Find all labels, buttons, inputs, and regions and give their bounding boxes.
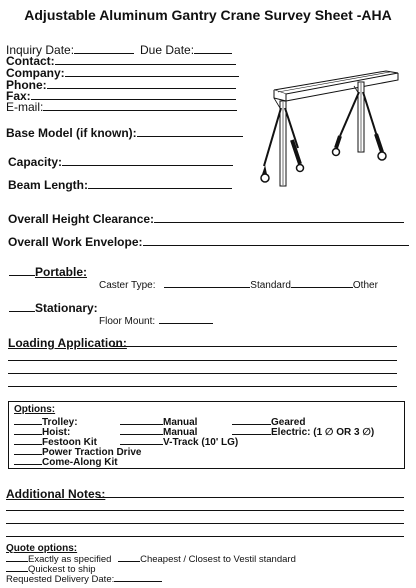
quote-exact-label: Exactly as specified <box>28 554 112 565</box>
delivery-date-label: Requested Delivery Date: <box>6 574 115 585</box>
festoon-check[interactable] <box>14 435 42 445</box>
come-along-row <box>14 455 118 468</box>
gantry-crane-illustration <box>258 68 408 198</box>
floor-mount-row <box>99 314 213 327</box>
additional-notes-label: Additional Notes: <box>6 487 106 501</box>
caster-other-check[interactable] <box>291 278 353 288</box>
beam-length-label: Beam Length: <box>8 178 89 192</box>
page-title: Adjustable Aluminum Gantry Crane Survey Sheet -AHA <box>24 7 392 23</box>
height-clearance-label: Overall Height Clearance: <box>8 212 155 226</box>
electric-check[interactable] <box>232 425 271 435</box>
electric-label: Electric: (1 ∅ OR 3 ∅) <box>271 427 375 438</box>
work-envelope-label: Overall Work Envelope: <box>8 235 143 249</box>
quote-cheapest-check[interactable] <box>118 553 140 562</box>
email-row <box>6 101 237 113</box>
inquiry-date-label: Inquiry Date: <box>6 43 75 57</box>
delivery-date-field[interactable] <box>114 573 162 582</box>
caster-type-label: Caster Type: <box>99 280 156 291</box>
trolley-check[interactable] <box>14 415 42 425</box>
stationary-row <box>9 302 98 314</box>
trolley-manual-label: Manual <box>163 417 198 428</box>
festoon-label: Festoon Kit <box>42 437 97 448</box>
caster-other-label: Other <box>352 280 378 291</box>
contact-label: Contact: <box>6 54 55 68</box>
options-heading: Options: <box>14 404 56 415</box>
caster-standard-check[interactable] <box>164 278 250 288</box>
hoist-check[interactable] <box>14 425 42 435</box>
loading-application-line[interactable] <box>8 386 397 387</box>
quote-options-heading: Quote options: <box>6 543 78 554</box>
delivery-date-row <box>6 573 162 585</box>
notes-line[interactable] <box>6 523 404 524</box>
capacity-field[interactable] <box>62 156 233 166</box>
phone-label: Phone: <box>6 78 47 92</box>
vtrack-check[interactable] <box>120 435 163 445</box>
loading-application-line[interactable] <box>8 373 397 374</box>
trolley-label: Trolley: <box>42 417 78 428</box>
vtrack-row <box>120 435 238 448</box>
base-model-field[interactable] <box>137 127 243 137</box>
email-field[interactable] <box>43 101 237 111</box>
inquiry-date-field[interactable] <box>74 44 134 54</box>
base-model-label: Base Model (if known): <box>6 126 137 140</box>
loading-application-label: Loading Application: <box>8 336 127 350</box>
vtrack-label: V-Track (10' LG) <box>163 437 239 448</box>
beam-length-row <box>8 179 232 191</box>
capacity-row <box>8 156 233 168</box>
due-date-field[interactable] <box>194 44 232 54</box>
hoist-label: Hoist: <box>42 427 71 438</box>
floor-mount-label: Floor Mount: <box>99 316 156 327</box>
notes-line[interactable] <box>6 510 404 511</box>
company-label: Company: <box>6 66 65 80</box>
portable-label: Portable: <box>35 265 88 279</box>
company-field[interactable] <box>65 67 239 77</box>
come-along-label: Come-Along Kit <box>42 457 118 468</box>
capacity-label: Capacity: <box>8 155 63 169</box>
portable-row <box>9 266 87 278</box>
beam-length-field[interactable] <box>88 179 232 189</box>
power-traction-label: Power Traction Drive <box>42 447 142 458</box>
fax-field[interactable] <box>31 90 236 100</box>
fax-label: Fax: <box>6 89 31 103</box>
loading-application-line[interactable] <box>112 346 397 347</box>
work-envelope-field[interactable] <box>143 236 409 246</box>
height-clearance-field[interactable] <box>154 213 404 223</box>
loading-application-line[interactable] <box>8 360 397 361</box>
quote-quickest-check[interactable] <box>6 563 28 572</box>
floor-mount-field[interactable] <box>159 314 213 324</box>
contact-field[interactable] <box>55 55 236 65</box>
come-along-check[interactable] <box>14 455 42 465</box>
trolley-manual-check[interactable] <box>120 415 163 425</box>
portable-check[interactable] <box>9 266 35 276</box>
quote-quickest-label: Quickest to ship <box>28 564 96 575</box>
hoist-manual-check[interactable] <box>120 425 163 435</box>
caster-type-row <box>99 278 378 291</box>
stationary-label: Stationary: <box>35 301 98 315</box>
caster-standard-label: Standard <box>250 280 291 291</box>
email-label: E-mail: <box>6 100 44 114</box>
phone-field[interactable] <box>47 79 236 89</box>
due-date-label: Due Date: <box>140 43 195 57</box>
work-envelope-row <box>8 236 409 248</box>
height-clearance-row <box>8 213 404 225</box>
power-traction-check[interactable] <box>14 445 42 455</box>
notes-line[interactable] <box>6 536 404 537</box>
notes-line[interactable] <box>98 497 404 498</box>
hoist-manual-label: Manual <box>163 427 198 438</box>
geared-check[interactable] <box>232 415 271 425</box>
quote-exact-check[interactable] <box>6 553 28 562</box>
geared-label: Geared <box>271 417 306 428</box>
electric-row <box>232 425 374 438</box>
stationary-check[interactable] <box>9 302 35 312</box>
quote-cheapest-label: Cheapest / Closest to Vestil standard <box>140 554 296 565</box>
base-model-row <box>6 127 243 139</box>
